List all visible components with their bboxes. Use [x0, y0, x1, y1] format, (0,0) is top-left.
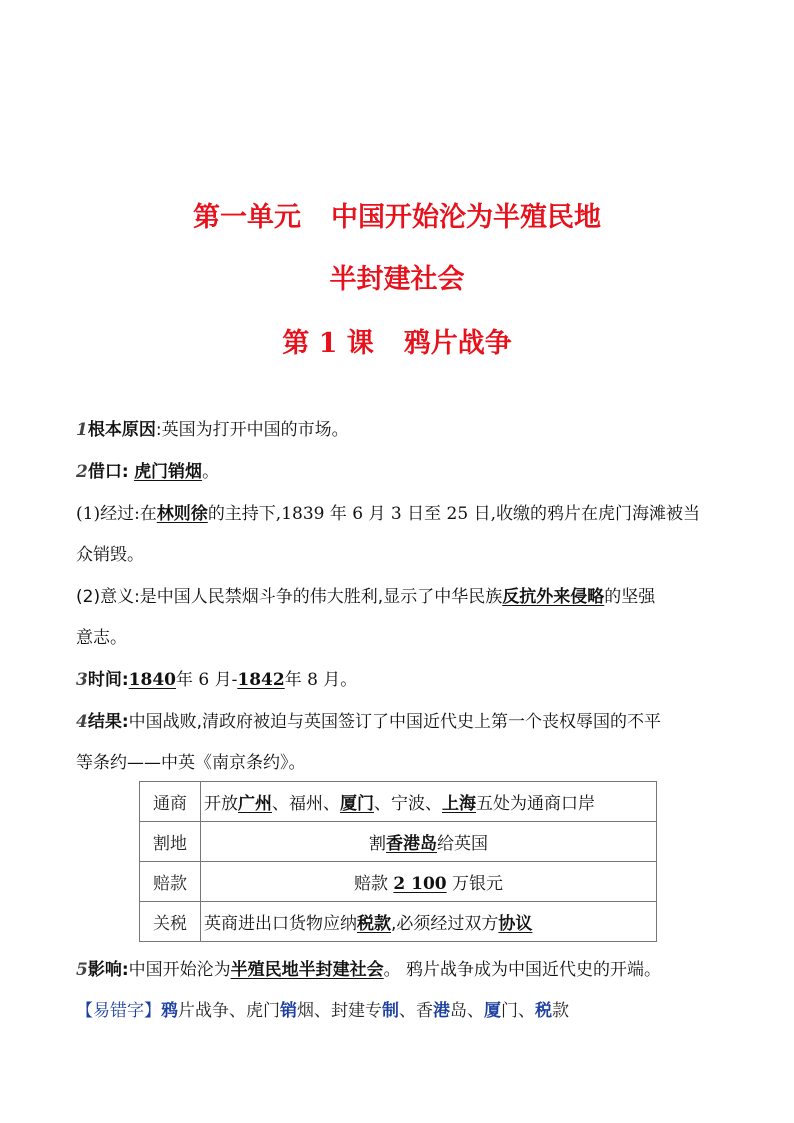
- point-time: [76, 670, 724, 690]
- point-text: 年 8 月。: [284, 670, 358, 690]
- point-number: 4: [76, 712, 88, 732]
- point-label: 时间:: [87, 670, 129, 690]
- point-label: 结果:: [87, 712, 129, 732]
- pretext-meaning-cont: 意志。: [76, 628, 127, 648]
- answer-blank: 税款: [357, 914, 391, 934]
- point-label: 影响:: [87, 960, 129, 980]
- point-impact: [76, 960, 724, 980]
- point-text: 。 鸦片战争成为中国近代史的开端。: [383, 960, 662, 980]
- point-text: 。: [202, 462, 220, 482]
- unit-title: 中国开始沦为半殖民地: [331, 202, 601, 233]
- row-key: 通商: [140, 782, 201, 822]
- treaty-table: [139, 781, 657, 942]
- point-root-cause: [76, 420, 724, 440]
- row-value: 英商进出口货物应纳税款,必须经过双方协议: [201, 902, 657, 942]
- answer-blank: 反抗外来侵略: [502, 587, 605, 607]
- answer-blank: 广州: [238, 794, 272, 814]
- pretext-meaning: [76, 587, 724, 607]
- answer-blank: 1842: [237, 670, 285, 690]
- note-label: 【易错字】: [76, 1001, 161, 1021]
- point-result-cont: 等条约——中英《南京条约》。: [76, 753, 306, 773]
- row-key: 关税: [140, 902, 201, 942]
- answer-blank: 虎门销烟: [134, 462, 203, 482]
- answer-blank: 2 100: [393, 874, 447, 894]
- common-mistakes-note: 【易错字】鸦片战争、虎门销烟、封建专制、香港岛、厦门、税款: [76, 1001, 569, 1021]
- point-text: 年 6 月-: [175, 670, 238, 690]
- point-label: 根本原因: [87, 420, 156, 440]
- answer-blank: 上海: [442, 794, 476, 814]
- point-text: 的坚强: [604, 587, 656, 607]
- point-number: 5: [76, 960, 88, 980]
- pretext-process: [76, 504, 724, 524]
- row-key: 赔款: [140, 862, 201, 902]
- point-text: 的主持下,1839 年 6 月 3 日至 25 日,收缴的鸦片在虎门海滩被当: [207, 504, 700, 524]
- pretext-process-cont: 众销毁。: [76, 545, 144, 565]
- point-text: (2)意义:是中国人民禁烟斗争的伟大胜利,显示了中华民族: [76, 587, 503, 607]
- point-text: 中国开始沦为: [128, 960, 231, 980]
- table-row: [140, 822, 657, 862]
- answer-blank: 香港岛: [386, 834, 437, 854]
- table-row: [140, 862, 657, 902]
- table-row: [140, 782, 657, 822]
- answer-blank: 林则徐: [156, 504, 208, 524]
- answer-blank: 协议: [498, 914, 533, 934]
- unit-number: 第一单元: [193, 202, 301, 233]
- row-value: 赔款 2 100 万银元: [201, 862, 657, 902]
- row-value: 割香港岛给英国: [201, 822, 657, 862]
- unit-heading: [0, 195, 794, 234]
- answer-blank: 厦门: [340, 794, 374, 814]
- lesson-title: 鸦片战争: [403, 328, 512, 359]
- point-text: 中国战败,清政府被迫与英国签订了中国近代史上第一个丧权辱国的不平: [128, 712, 662, 732]
- unit-title-line-2: 半封建社会: [329, 264, 465, 295]
- lesson-number: 第 1 课: [282, 328, 374, 359]
- row-value: 开放广州、福州、厦门、宁波、上海五处为通商口岸: [201, 782, 657, 822]
- point-result: [76, 712, 724, 732]
- point-text: 英国为打开中国的市场。: [161, 420, 349, 440]
- point-label: 借口:: [87, 462, 129, 482]
- point-number: 2: [76, 462, 88, 482]
- row-key: 割地: [140, 822, 201, 862]
- answer-blank: 1840: [128, 670, 176, 690]
- lesson-heading: [0, 321, 794, 360]
- point-pretext: [76, 462, 724, 482]
- point-colon: :: [155, 420, 162, 440]
- point-number: 3: [76, 670, 88, 690]
- point-text: (1)经过:在: [76, 504, 157, 524]
- answer-blank: 半殖民地半封建社会: [230, 960, 384, 980]
- table-row: [140, 902, 657, 942]
- point-number: 1: [76, 420, 88, 440]
